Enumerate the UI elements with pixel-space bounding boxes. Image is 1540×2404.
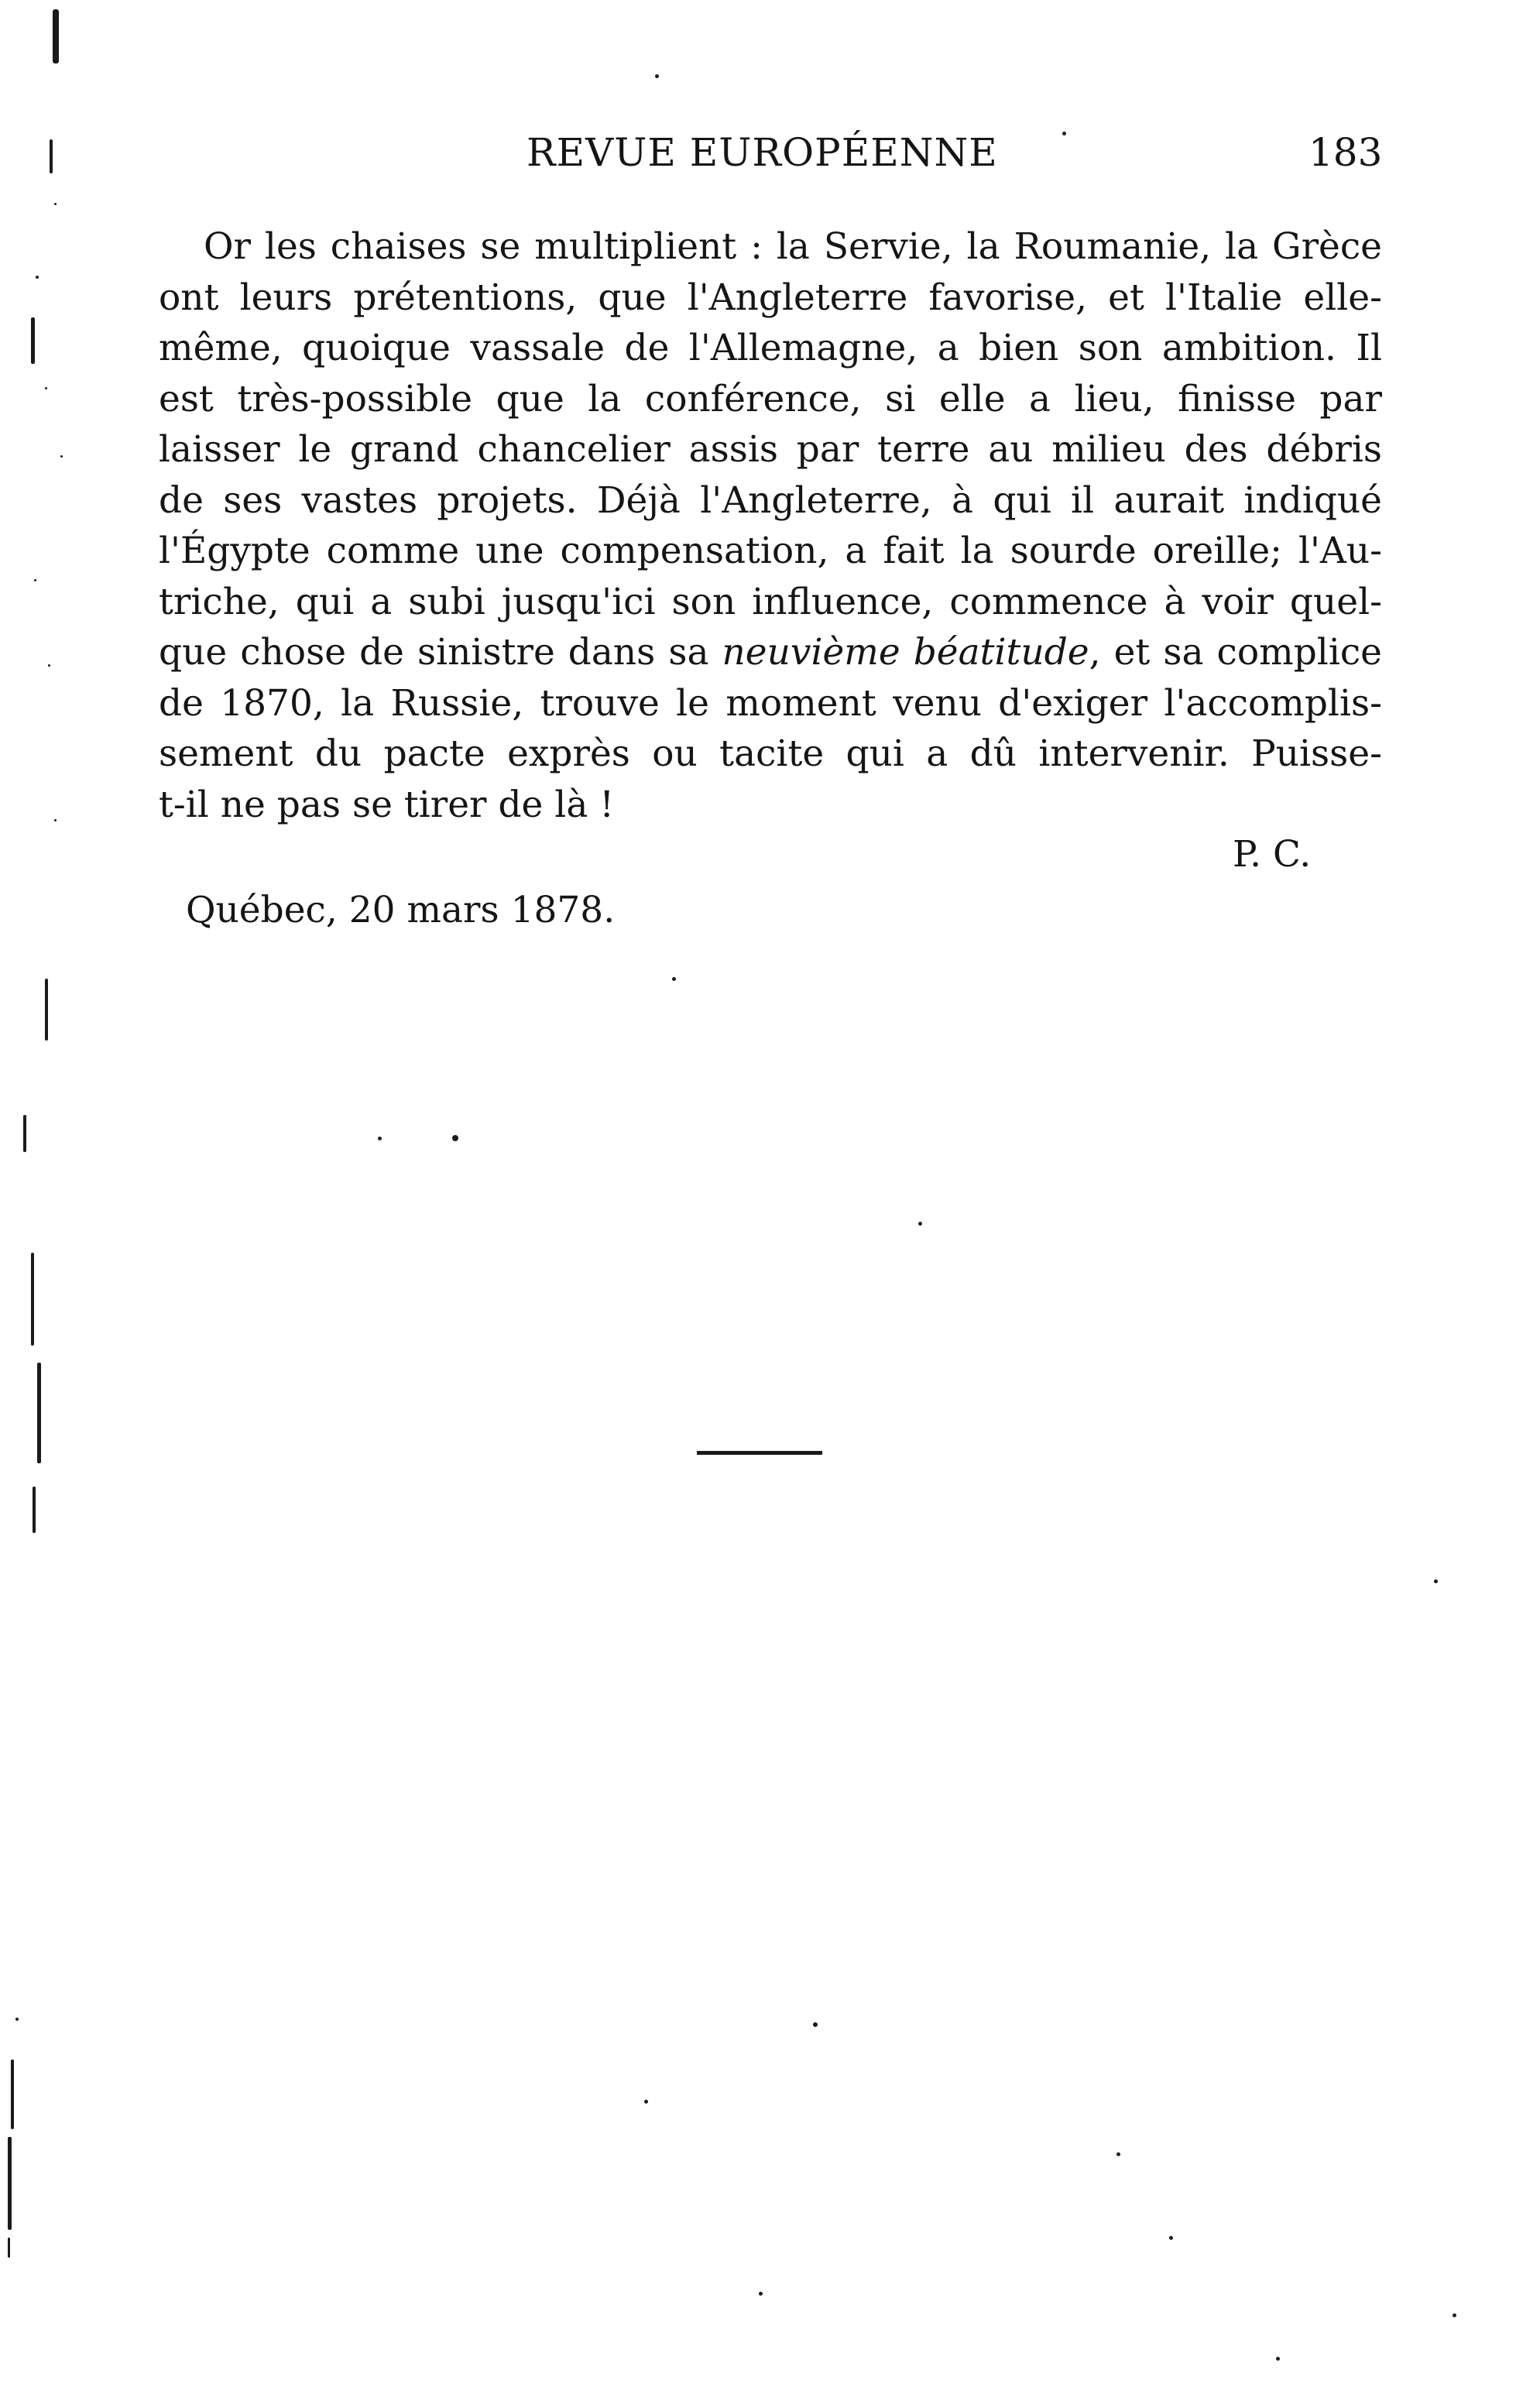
text-line: même, quoique vassale de l'Allemagne, a bien son ambition. Il (159, 327, 1382, 369)
text-segment: que chose de sinistre dans sa (159, 631, 709, 674)
scan-speck (1062, 132, 1066, 135)
scan-speck (60, 455, 63, 458)
end-rule (697, 1451, 822, 1455)
scan-speck (644, 2100, 648, 2104)
scan-speck (31, 1253, 34, 1346)
text-line: triche, qui a subi jusqu'ici son influence, commence à voir quel- (159, 580, 1382, 623)
scan-speck (31, 317, 35, 364)
text-line: t-il ne pas se tirer de là ! (159, 783, 615, 826)
scan-speck (378, 1137, 382, 1140)
author-initials: P. C. (1233, 833, 1312, 876)
scan-speck (8, 2238, 10, 2258)
scan-speck (1453, 2313, 1456, 2317)
scan-speck (54, 203, 57, 205)
scan-speck (655, 74, 659, 78)
scan-speck (1434, 1579, 1438, 1583)
scan-speck (23, 1115, 26, 1152)
scan-speck (45, 387, 47, 389)
scan-speck (918, 1222, 922, 1226)
scan-speck (54, 819, 57, 821)
scan-speck (37, 1363, 41, 1463)
text-line: de 1870, la Russie, trouve le moment venu d'exiger l'accomplis- (159, 681, 1382, 725)
scan-speck (759, 2292, 763, 2296)
scan-speck (672, 977, 676, 981)
scan-speck (53, 9, 59, 63)
text-line: laisser le grand chancelier assis par terre au milieu des débris (159, 428, 1382, 471)
text-line: de ses vastes projets. Déjà l'Angleterre, à qui il aurait indiqué (159, 478, 1382, 522)
scan-speck (33, 1487, 36, 1533)
scan-speck (45, 979, 48, 1041)
scan-speck (36, 276, 39, 279)
text-line: l'Égypte comme une compensation, a fait la sourde oreille; l'Au- (159, 530, 1382, 572)
text-line (159, 627, 1382, 678)
text-line: sement du pacte exprès ou tacite qui a dû intervenir. Puisse- (159, 732, 1382, 775)
scan-speck (452, 1135, 458, 1141)
scan-speck (15, 2018, 19, 2021)
body-paragraph (159, 221, 1382, 830)
scan-speck (48, 664, 50, 667)
scan-speck (813, 2022, 818, 2027)
scan-speck (11, 2059, 14, 2129)
binding-edge-artifacts (0, 0, 71, 2404)
running-title: REVUE EUROPÉENNE (526, 130, 998, 175)
text-line: Or les chaises se multiplient : la Servie, la Roumanie, la Grèce (204, 225, 1382, 268)
text-segment: , et sa complice (1089, 631, 1382, 674)
scan-speck (34, 579, 36, 581)
running-header (0, 130, 1540, 200)
dateline: Québec, 20 mars 1878. (186, 889, 616, 931)
page-number: 183 (1308, 130, 1383, 175)
scan-speck (8, 2137, 12, 2230)
italic-phrase: neuvième béatitude (722, 631, 1089, 674)
scan-speck (1116, 2152, 1120, 2156)
scan-speck (1276, 2357, 1280, 2361)
text-line: ont leurs prétentions, que l'Angleterre favorise, et l'Italie elle- (159, 276, 1382, 319)
text-line: est très-possible que la conférence, si elle a lieu, finisse par (159, 377, 1382, 420)
scan-speck (1169, 2236, 1173, 2240)
